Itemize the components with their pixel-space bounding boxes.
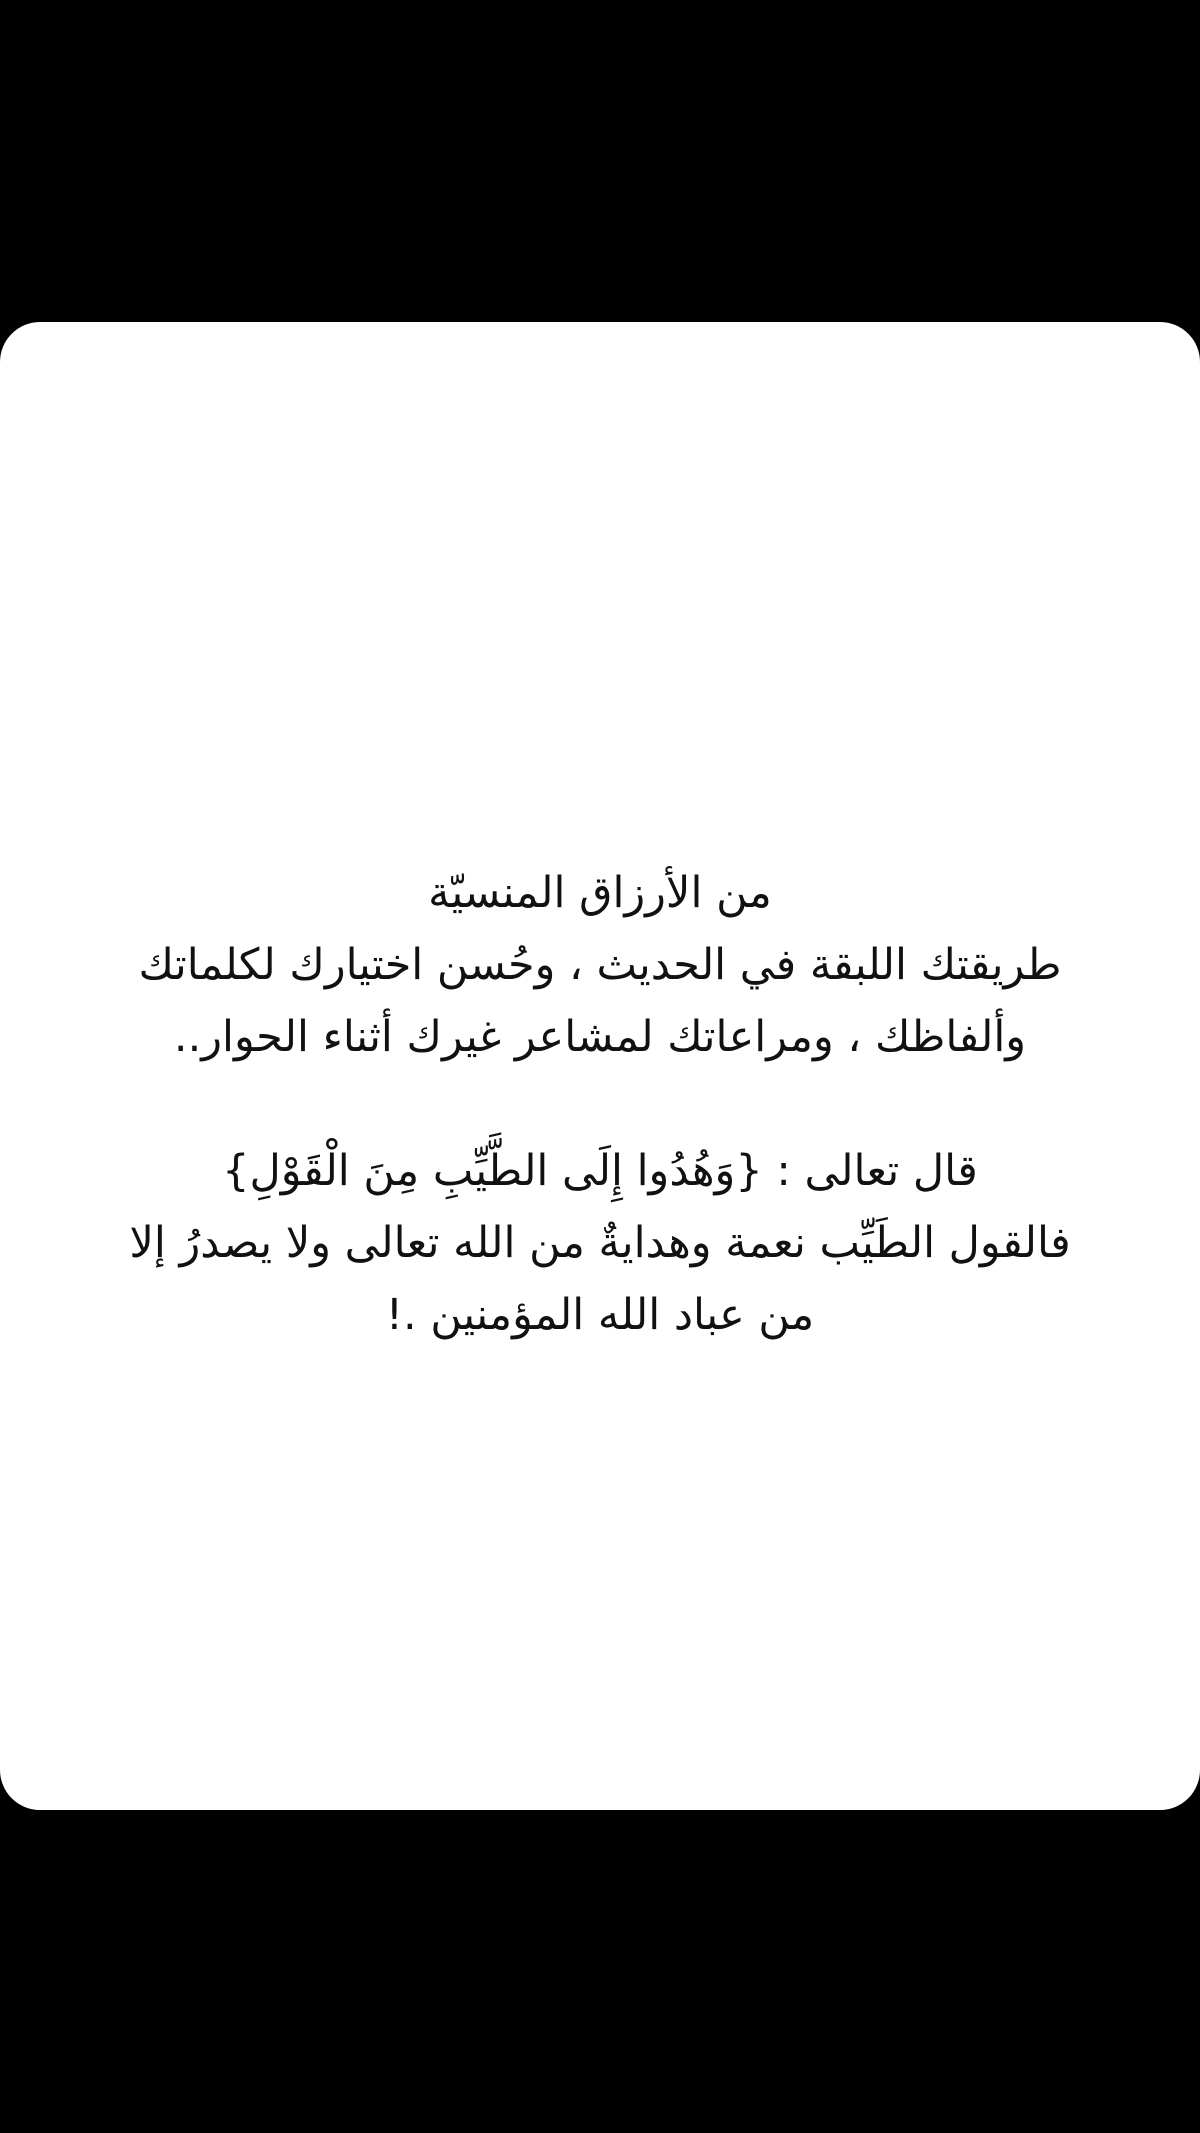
quote-line: قال تعالى : {وَهُدُوا إِلَى الطَّيِّبِ مِنَ الْقَوْلِ} — [222, 1146, 978, 1196]
quote-paragraph-2 — [60, 1135, 1140, 1351]
quote-card — [0, 322, 1200, 1810]
quote-paragraph-1 — [60, 857, 1140, 1073]
quote-line: وألفاظك ، ومراعاتك لمشاعر غيرك أثناء الحوار.. — [173, 1012, 1027, 1062]
quote-line: من الأرزاق المنسيّة — [428, 868, 772, 918]
quote-line: طريقتك اللبقة في الحديث ، وحُسن اختيارك لكلماتك — [138, 940, 1062, 990]
quote-line: من عباد الله المؤمنين .! — [385, 1290, 815, 1340]
quote-line: فالقول الطَيِّب نعمة وهدايةٌ من الله تعالى ولا يصدرُ إلا — [129, 1218, 1071, 1268]
